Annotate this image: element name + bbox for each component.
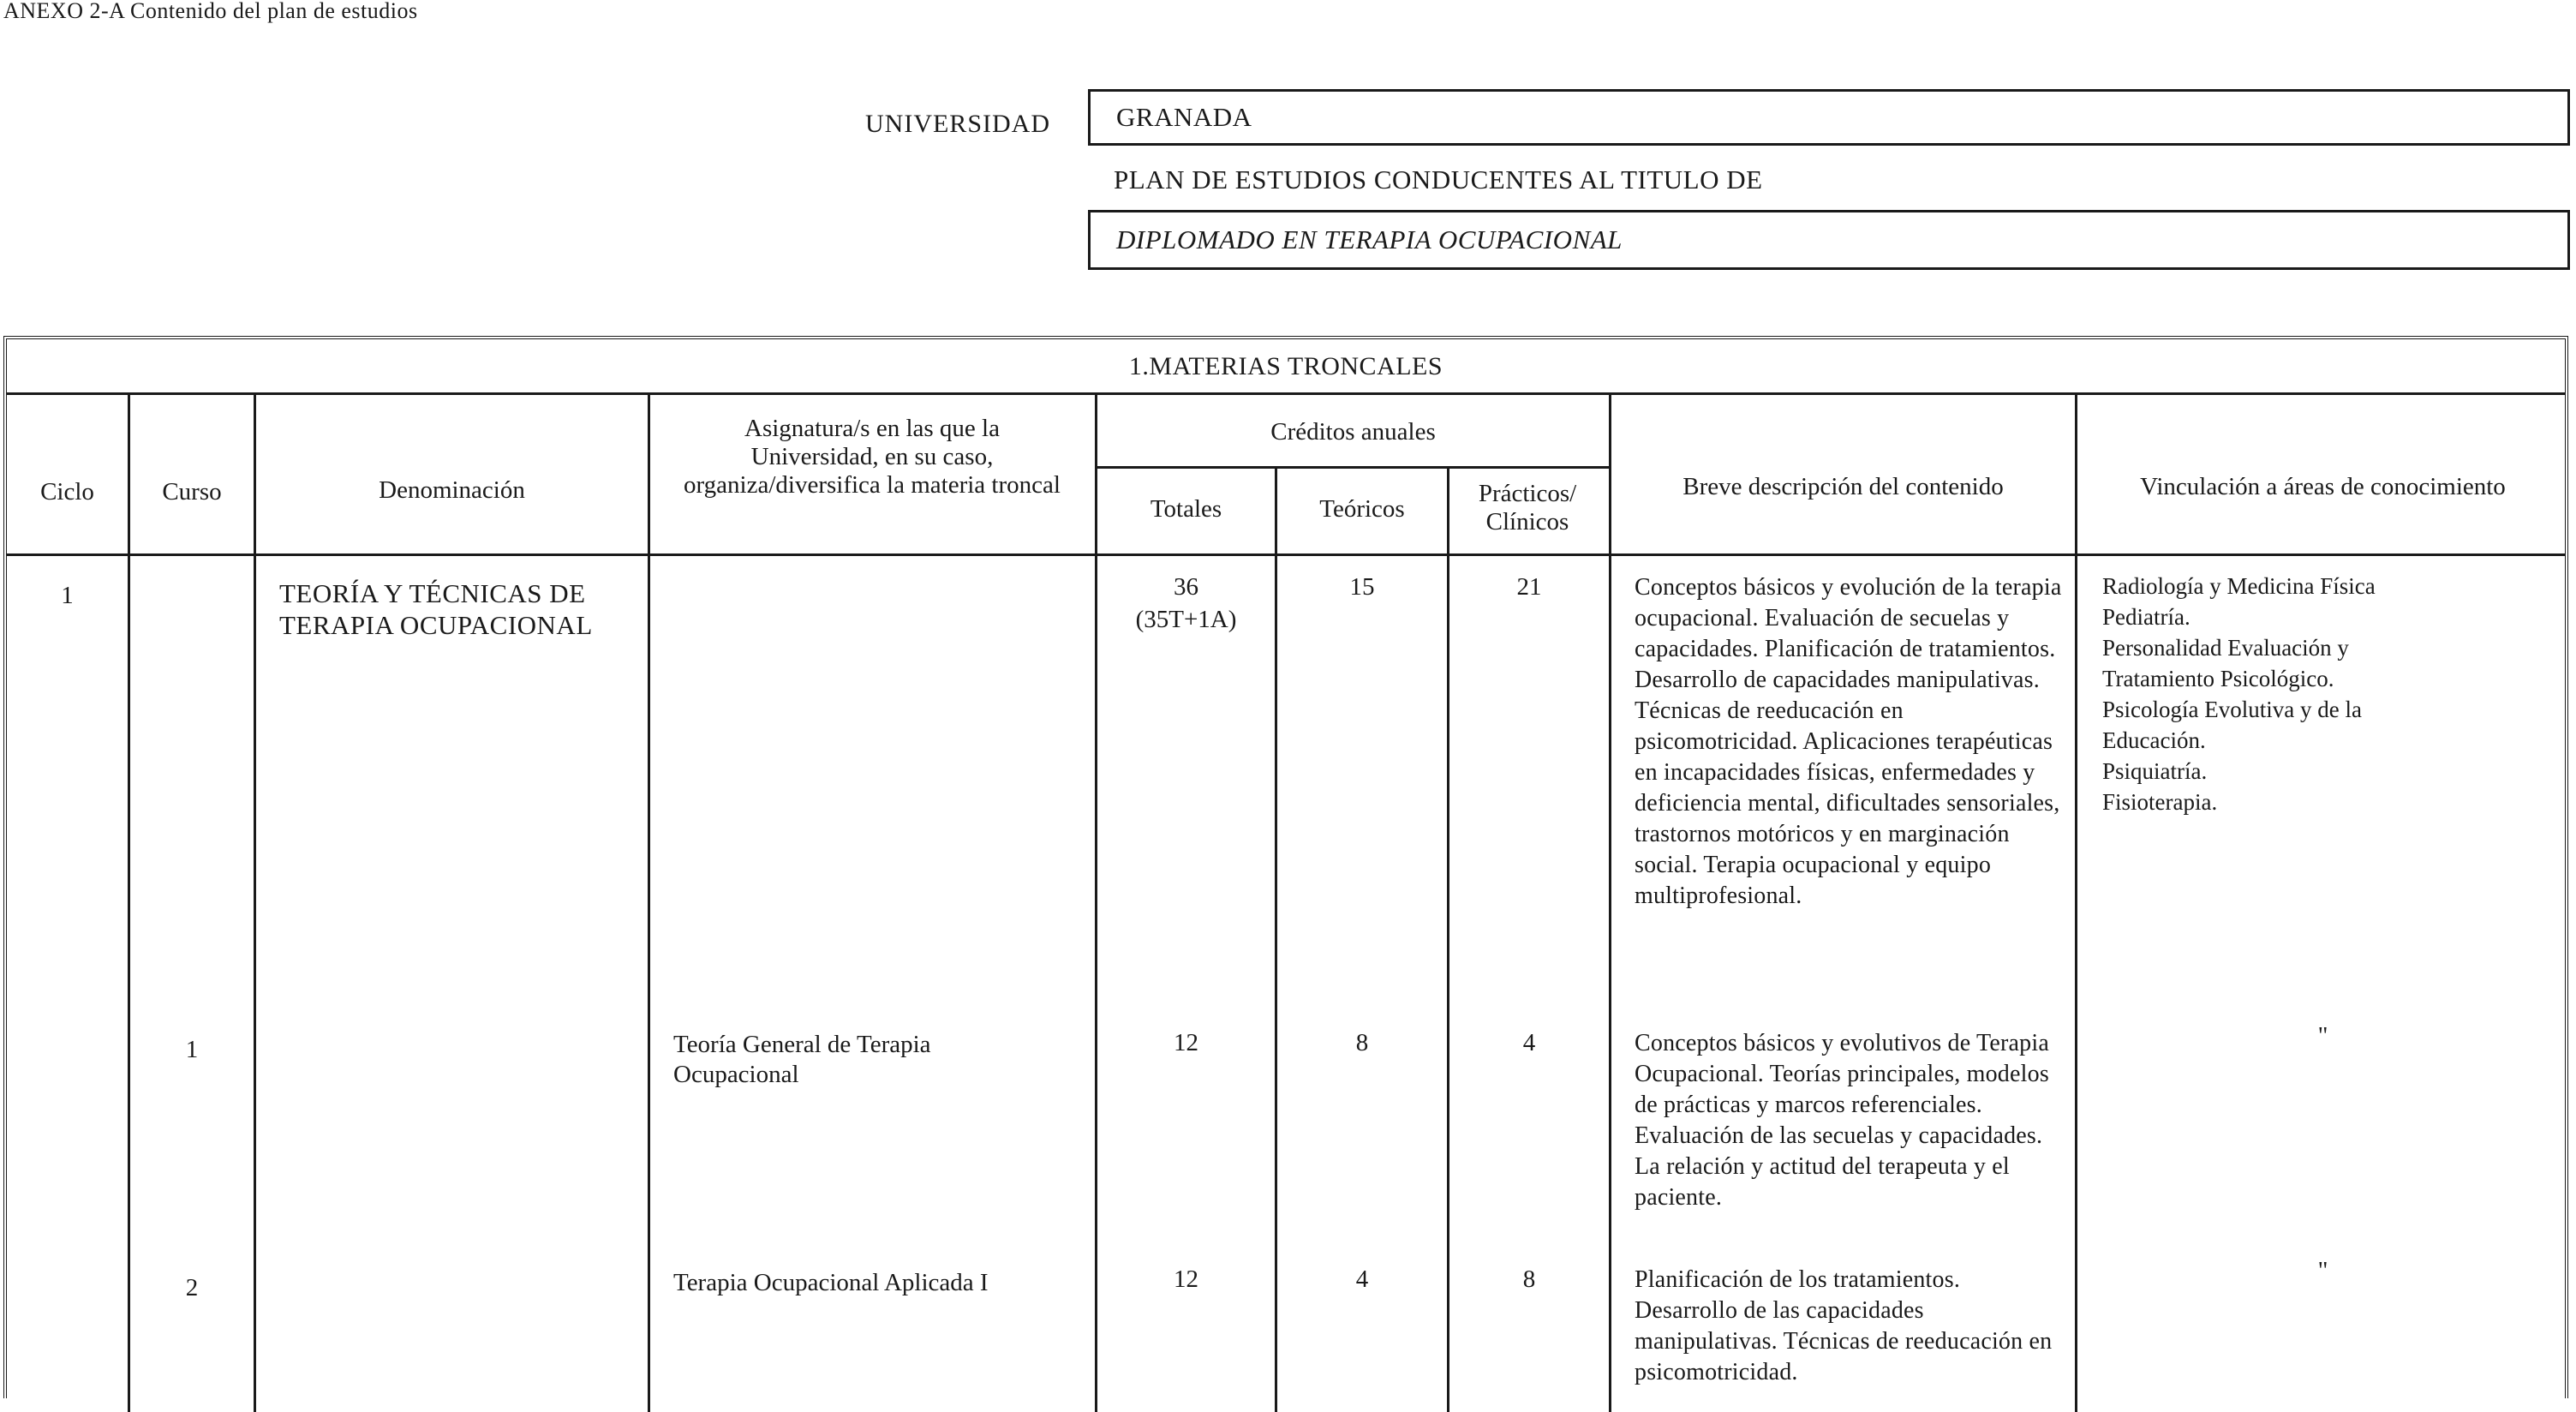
column-divider [254, 392, 256, 1412]
col-header-teoricos: Teóricos [1319, 495, 1405, 523]
vinculacion-area: Psicología Evolutiva y de la [2102, 697, 2362, 722]
col-header-asignaturas: Asignatura/s en las que la Universidad, en su caso, organiza/diversifica la materia troncal [684, 415, 1061, 499]
vinculacion-area: Fisioterapia. [2102, 789, 2218, 815]
row-divider [7, 553, 2565, 556]
vinculacion-area: Psiquiatría. [2102, 758, 2208, 784]
university-field: GRANADA [1088, 89, 2570, 146]
row1-descripcion: Conceptos básicos y evolución de la terapia ocupacional. Evaluación de secuelas y capacidades. Planificación de tratamientos. Desarrollo de capacidades manipulativas. Técnicas de reeducación en psicomotricidad. Aplicaciones terapéuticas en incapacidades físicas, enfermedades y deficiencia mental, dificultades sensoriales, trastornos motóricos y en marginación social. Terapia ocupacional y equipo multiprofesional. [1635, 574, 2062, 909]
col-header-creditos: Créditos anuales [1270, 418, 1436, 446]
row2-asignatura: Teoría General de Terapia Ocupacional [673, 1031, 931, 1088]
col-header-descripcion: Breve descripción del contenido [1682, 473, 2004, 500]
row3-practicos: 8 [1522, 1265, 1536, 1293]
row1-ciclo: 1 [61, 582, 74, 609]
row2-descripcion: Conceptos básicos y evolutivos de Terapia Ocupacional. Teorías principales, modelos de prácticas y marcos referenciales. Evaluación de las secuelas y capacidades. La relación y actitud del terapeuta y el paciente. [1635, 1030, 2049, 1211]
row3-vinculacion: " [2317, 1257, 2328, 1284]
row-divider [1095, 466, 1609, 469]
row3-teoricos: 4 [1355, 1265, 1369, 1293]
document-header: ANEXO 2-A Contenido del plan de estudios [3, 0, 418, 23]
vinculacion-area: Pediatría. [2102, 604, 2190, 630]
plan-line: PLAN DE ESTUDIOS CONDUCENTES AL TITULO DE [1114, 165, 1763, 194]
row1-vinculacion [2102, 571, 2548, 817]
col-header-ciclo: Ciclo [40, 478, 94, 506]
row2-totales: 12 [1174, 1029, 1198, 1056]
col-header-vinculacion: Vinculación a áreas de conocimiento [2140, 473, 2506, 500]
col-header-totales: Totales [1150, 495, 1222, 523]
row2-teoricos: 8 [1355, 1029, 1369, 1056]
row3-totales: 12 [1174, 1265, 1198, 1293]
column-divider [1609, 392, 1611, 1412]
row1-totales-note: (35T+1A) [1135, 606, 1237, 633]
col-header-practicos: Prácticos/ Clínicos [1478, 480, 1577, 535]
row2-practicos: 4 [1522, 1029, 1536, 1056]
row3-asignatura: Terapia Ocupacional Aplicada I [673, 1269, 989, 1296]
column-divider [648, 392, 650, 1412]
vinculacion-area: Tratamiento Psicológico. [2102, 666, 2334, 691]
vinculacion-area: Educación. [2102, 727, 2206, 753]
vinculacion-area: Radiología y Medicina Física [2102, 573, 2376, 599]
materias-table [3, 336, 2568, 1398]
row2-vinculacion: " [2317, 1022, 2328, 1050]
row1-teoricos: 15 [1349, 573, 1375, 601]
university-label: UNIVERSIDAD [865, 110, 1050, 138]
column-divider [128, 392, 130, 1412]
row3-curso: 2 [185, 1274, 199, 1301]
vinculacion-area: Personalidad Evaluación y [2102, 635, 2349, 661]
column-divider [1095, 392, 1097, 1412]
row2-curso: 1 [185, 1036, 199, 1063]
section-title: 1.MATERIAS TRONCALES [1128, 352, 1443, 380]
row1-denominacion: TEORÍA Y TÉCNICAS DE TERAPIA OCUPACIONAL [279, 578, 593, 640]
col-header-curso: Curso [162, 478, 222, 506]
row3-descripcion: Planificación de los tratamientos. Desarrollo de las capacidades manipulativas. Técnicas de reeducación en psicomotricidad. [1635, 1266, 2053, 1385]
col-header-denominacion: Denominación [379, 476, 525, 504]
row1-practicos: 21 [1516, 573, 1542, 601]
row-divider [7, 392, 2565, 395]
degree-title-field: DIPLOMADO EN TERAPIA OCUPACIONAL [1088, 210, 2570, 270]
row1-totales: 36 [1174, 573, 1198, 601]
